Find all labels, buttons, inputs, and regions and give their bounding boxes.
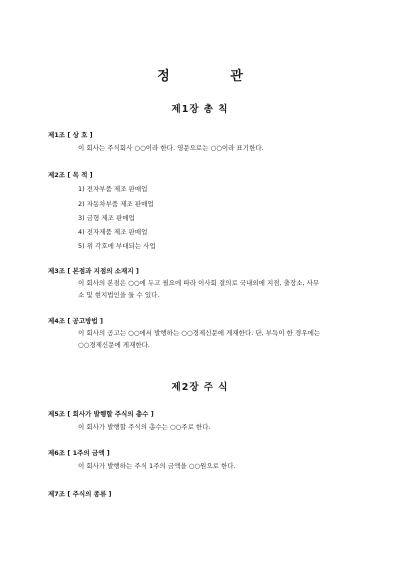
- article-1-text: 이 회사는 주식회사 ○○이라 한다. 영문으로는 ○○이라 표기한다.: [78, 144, 264, 152]
- article-3-line-2: 소 및 현지법인을 둘 수 있다.: [78, 291, 160, 299]
- article-2-item-5: 5) 위 각호에 부대되는 사업: [78, 242, 156, 250]
- article-2-item-4: 4) 전자제품 제조 판매업: [78, 228, 148, 236]
- article-2-item-3: 3) 금형 제조 판매업: [78, 214, 135, 222]
- article-3-line-1: 이 회사의 본점은 ○○에 두고 필요에 따라 이사회 결의로 국내외에 지점, 출장소, 사무: [78, 279, 320, 287]
- article-6-text: 이 회사가 발행하는 주식 1주의 금액을 ○○원으로 한다.: [78, 462, 236, 470]
- article-3-heading: 제3조 [ 본점과 지점의 소재지 ]: [48, 267, 139, 275]
- article-4-heading: 제4조 [ 공고방법 ]: [48, 317, 103, 325]
- chapter-2-heading: 제2장 주 식: [171, 382, 229, 393]
- article-7-heading: 제7조 [ 주식의 종류 ]: [48, 490, 112, 498]
- chapter-1-heading: 제1장 총 칙: [171, 104, 229, 115]
- article-2-heading: 제2조 [ 목 적 ]: [48, 171, 93, 179]
- article-5-text: 이 회사가 발행할 주식의 총수는 ○○주로 한다.: [78, 423, 211, 431]
- article-2-item-2: 2) 자동차부품 제조 판매업: [78, 200, 154, 208]
- article-4-line-2: ○○경제신문에 게재한다.: [78, 341, 150, 349]
- article-2-item-1: 1) 전자부품 제조 판매업: [78, 185, 148, 193]
- article-4-line-1: 이 회사의 공고는 ○○에서 발행하는 ○○경제신문에 게재한다. 단, 부득이 한 경우에는: [78, 329, 321, 337]
- article-5-heading: 제5조 [ 회사가 발행할 주식의 총수 ]: [48, 410, 154, 418]
- document-title: 정 관: [157, 69, 271, 84]
- article-1-heading: 제1조 [ 상 호 ]: [48, 131, 93, 139]
- article-6-heading: 제6조 [ 1주의 금액 ]: [48, 449, 110, 457]
